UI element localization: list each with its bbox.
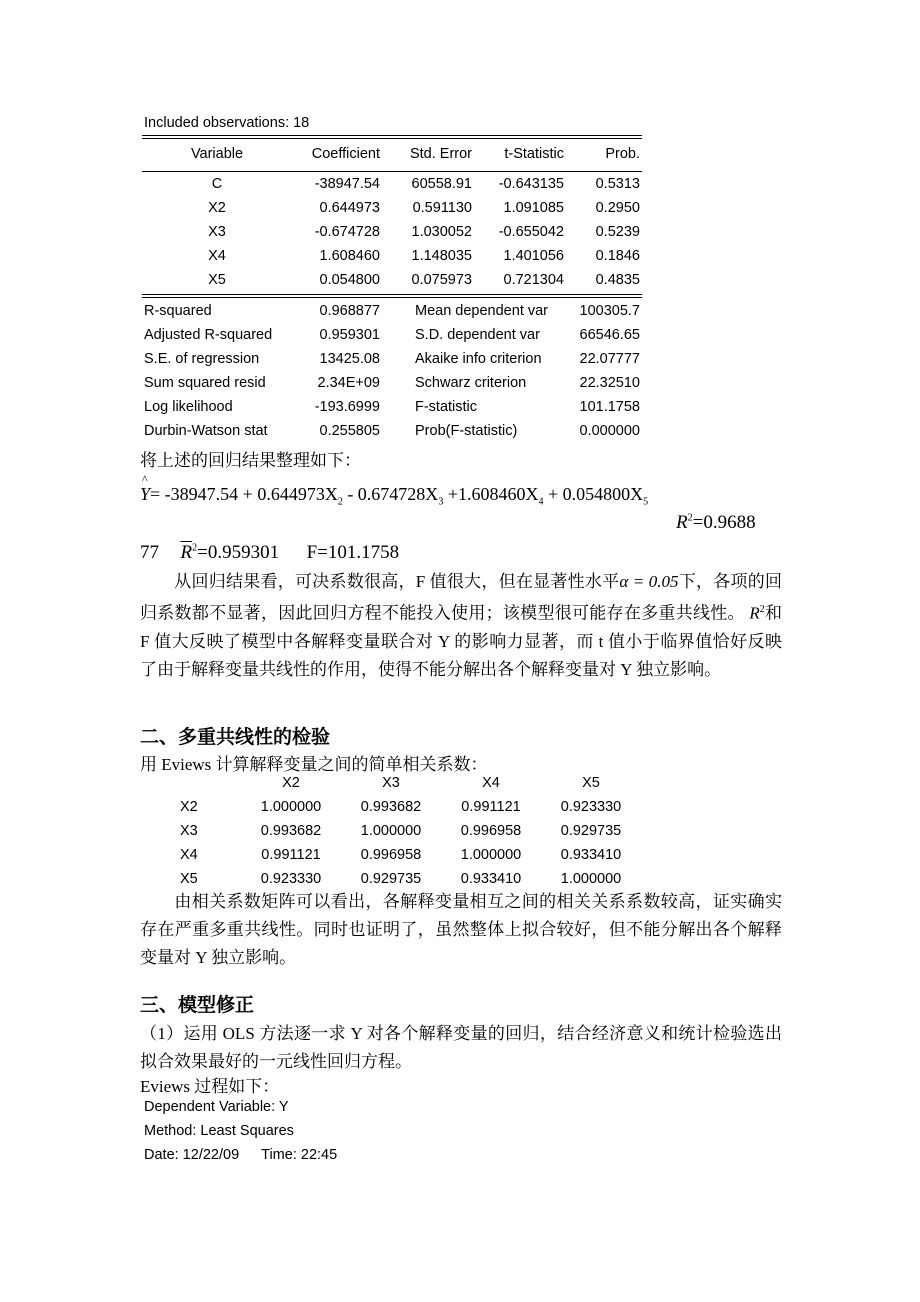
cell-t-statistic: -0.643135	[498, 176, 564, 192]
equation-subscript: 3	[438, 496, 444, 508]
date-time	[144, 1147, 337, 1163]
paragraph-text: 由相关系数矩阵可以看出，各解释变量相互之间的相关关系系数较高，证实确实存在严重多重共线性。同时也证明了，虽然整体上拟合较好，但不能分解出各个解释变量对 Y 独立影响。	[140, 892, 782, 967]
cell-variable: X5	[208, 272, 226, 288]
table-rule	[142, 294, 642, 295]
adjusted-r2-line: 77 $\overline{R}^2=0.959301$ F=101.1758	[140, 542, 400, 563]
cell-t-statistic: 1.401056	[503, 248, 564, 264]
correlation-header: X2	[282, 775, 300, 791]
cell-variable: C	[211, 176, 223, 192]
header-variable: Variable	[190, 146, 244, 162]
cell-std-error: 1.030052	[411, 224, 472, 240]
cell-t-statistic: 1.091085	[503, 200, 564, 216]
cell-std-error: 1.148035	[411, 248, 472, 264]
adjusted-r2-value: =0.959301	[197, 542, 280, 563]
correlation-cell: 0.996958	[460, 823, 522, 839]
stat-value: 66546.65	[579, 327, 640, 343]
correlation-cell: 1.000000	[360, 823, 422, 839]
table-rule	[142, 297, 642, 298]
table-row	[142, 248, 642, 270]
cell-prob: 0.1846	[595, 248, 640, 264]
cell-std-error: 60558.91	[411, 176, 472, 192]
section-title: 三、模型修正	[140, 994, 255, 1016]
equation-subscript: 2	[337, 496, 343, 508]
stat-value: 100305.7	[579, 303, 640, 319]
correlation-cell: 0.929735	[360, 871, 422, 887]
stat-value: 2.34E+09	[317, 375, 380, 391]
correlation-cell: 0.933410	[560, 847, 622, 863]
correlation-cell: 1.000000	[260, 799, 322, 815]
stat-label: S.D. dependent var	[415, 327, 540, 343]
correlation-row-label: X3	[180, 823, 198, 839]
time: Time: 22:45	[261, 1147, 338, 1163]
cell-coefficient: 1.608460	[319, 248, 380, 264]
stats-row	[142, 303, 642, 325]
stat-label: Log likelihood	[144, 399, 233, 415]
cell-variable: X2	[208, 200, 226, 216]
r-symbol: R	[749, 603, 760, 623]
paragraph-text: 和 F 值大反映了模型中各解释变量联合对 Y 的影响力显著，而 t 值小于临界值恰好反映了由于解释变量共线性的作用，使得不能分解出各个解释变量对 Y 独立影响。	[140, 603, 783, 679]
cell-coefficient: -38947.54	[314, 176, 380, 192]
correlation-cell: 0.991121	[261, 847, 321, 863]
stat-label: F-statistic	[415, 399, 478, 415]
stat-value: 0.968877	[319, 303, 380, 319]
table-row	[142, 176, 642, 198]
correlation-cell: 0.929735	[560, 823, 622, 839]
cell-std-error: 0.075973	[411, 272, 472, 288]
cell-t-statistic: -0.655042	[498, 224, 564, 240]
correlation-row-label: X2	[180, 799, 198, 815]
stat-label: Schwarz criterion	[415, 375, 527, 391]
table-header-row	[142, 146, 642, 168]
correlation-header: X4	[482, 775, 500, 791]
correlation-cell: 0.933410	[460, 871, 522, 887]
eviews-process: Eviews 过程如下：	[140, 1077, 280, 1096]
equation-term: + 0.054800X	[543, 484, 644, 504]
stats-row	[142, 351, 642, 373]
correlation-cell: 1.000000	[460, 847, 522, 863]
stat-value: 13425.08	[319, 351, 380, 367]
stat-value: 22.07777	[579, 351, 640, 367]
f-value: F=101.1758	[306, 542, 400, 563]
table-row	[142, 200, 642, 222]
r-squared-value: $R^2=0.9688$	[676, 512, 756, 533]
stat-value: -193.6999	[314, 399, 380, 415]
correlation-row	[180, 847, 650, 869]
cell-prob: 0.5239	[595, 224, 640, 240]
equation-subscript: 5	[643, 496, 649, 508]
regression-equation	[140, 472, 649, 508]
paragraph-correlation	[140, 888, 782, 972]
paragraph-ols: （1）运用 OLS 方法逐一求 Y 对各个解释变量的回归，结合经济意义和统计检验选出拟合效果最好的一元线性回归方程。	[140, 1024, 782, 1071]
cell-coefficient: 0.054800	[319, 272, 380, 288]
stat-value: 0.000000	[579, 423, 640, 439]
table-rule	[142, 138, 642, 139]
cell-std-error: 0.591130	[412, 200, 472, 216]
correlation-row-label: X4	[180, 847, 198, 863]
cell-coefficient: -0.674728	[314, 224, 380, 240]
header-t-statistic: t-Statistic	[504, 146, 564, 162]
cell-variable: X3	[208, 224, 226, 240]
equation-term: = -38947.54 + 0.644973X	[150, 484, 338, 504]
stat-label: Durbin-Watson stat	[144, 423, 268, 439]
cell-prob: 0.5313	[595, 176, 640, 192]
header-coefficient: Coefficient	[311, 146, 380, 162]
table-row	[142, 272, 642, 294]
cell-prob: 0.2950	[595, 200, 640, 216]
intro-text: 将上述的回归结果整理如下：	[140, 451, 361, 470]
stats-row	[142, 327, 642, 349]
correlation-row-label: X5	[180, 871, 198, 887]
correlation-cell: 0.996958	[360, 847, 422, 863]
correlation-cell: 0.993682	[360, 799, 422, 815]
correlation-row	[180, 823, 650, 845]
table-rule	[142, 171, 642, 172]
stat-label: Sum squared resid	[144, 375, 266, 391]
alpha-expression: α = 0.05	[619, 572, 679, 591]
header-prob: Prob.	[605, 146, 640, 162]
equation-term: - 0.674728X	[342, 484, 439, 504]
dependent-variable: Dependent Variable: Y	[144, 1099, 289, 1115]
correlation-cell: 0.923330	[260, 871, 322, 887]
r-bar-symbol: $\overline{R}$	[180, 542, 193, 563]
cell-coefficient: 0.644973	[319, 200, 380, 216]
table-row	[142, 224, 642, 246]
stats-row	[142, 423, 642, 445]
correlation-cell: 0.923330	[560, 799, 622, 815]
stat-value: 0.959301	[319, 327, 380, 343]
hat-symbol: ^	[142, 472, 148, 486]
stat-label: Adjusted R-squared	[144, 327, 273, 343]
stat-label: S.E. of regression	[144, 351, 260, 367]
correlation-cell: 1.000000	[560, 871, 622, 887]
stat-value: 22.32510	[579, 375, 640, 391]
stat-label: Prob(F-statistic)	[415, 423, 518, 439]
correlation-header: X3	[382, 775, 400, 791]
line-number: 77	[140, 542, 159, 563]
paragraph-analysis: 从回归结果看，可决系数很高，F 值很大，但在显著性水平α = 0.05下，各项的回归系数都不显著，因此回归方程不能投入使用；该模型很可能存在多重共线性。 $R^2$和 F 值大反映了模型中各解释变量联合对 Y 的影响力显著，而 t 值小于临界值恰好反映了由于解释变量共线性的作用，使得不能分解出各个解释变量对 Y 独立影响。	[140, 572, 783, 679]
date: Date: 12/22/09	[144, 1147, 240, 1163]
equation-lhs: Y	[140, 484, 151, 504]
included-observations: Included observations: 18	[144, 115, 310, 131]
correlation-cell: 0.991121	[461, 799, 521, 815]
cell-variable: X4	[208, 248, 226, 264]
equation-term: +1.608460X	[443, 484, 539, 504]
table-rule	[142, 135, 642, 136]
correlation-cell: 0.993682	[260, 823, 322, 839]
paragraph-text: 下，各项的回归系数都不显著，因此回归方程不能投入使用；该模型很可能存在多重共线性。	[140, 572, 782, 623]
correlation-header: X5	[582, 775, 600, 791]
r-symbol: R	[676, 512, 688, 533]
paragraph-text: 从回归结果看，可决系数很高，F 值很大，但在显著性水平	[174, 572, 620, 591]
stats-row	[142, 375, 642, 397]
cell-t-statistic: 0.721304	[503, 272, 564, 288]
y-hat	[140, 472, 151, 504]
correlation-row	[180, 799, 650, 821]
r2-value: =0.9688	[692, 512, 756, 533]
stat-label: R-squared	[144, 303, 212, 319]
stat-value: 101.1758	[579, 399, 640, 415]
equation-subscript: 4	[538, 496, 544, 508]
stat-label: Mean dependent var	[415, 303, 549, 319]
stat-label: Akaike info criterion	[415, 351, 542, 367]
correlation-header-row	[180, 775, 650, 797]
header-std-error: Std. Error	[409, 146, 472, 162]
method: Method: Least Squares	[144, 1123, 294, 1139]
section-intro: 用 Eviews 计算解释变量之间的简单相关系数：	[140, 755, 488, 774]
stat-value: 0.255805	[319, 423, 380, 439]
stats-row	[142, 399, 642, 421]
section-title: 二、多重共线性的检验	[140, 726, 331, 748]
cell-prob: 0.4835	[595, 272, 640, 288]
